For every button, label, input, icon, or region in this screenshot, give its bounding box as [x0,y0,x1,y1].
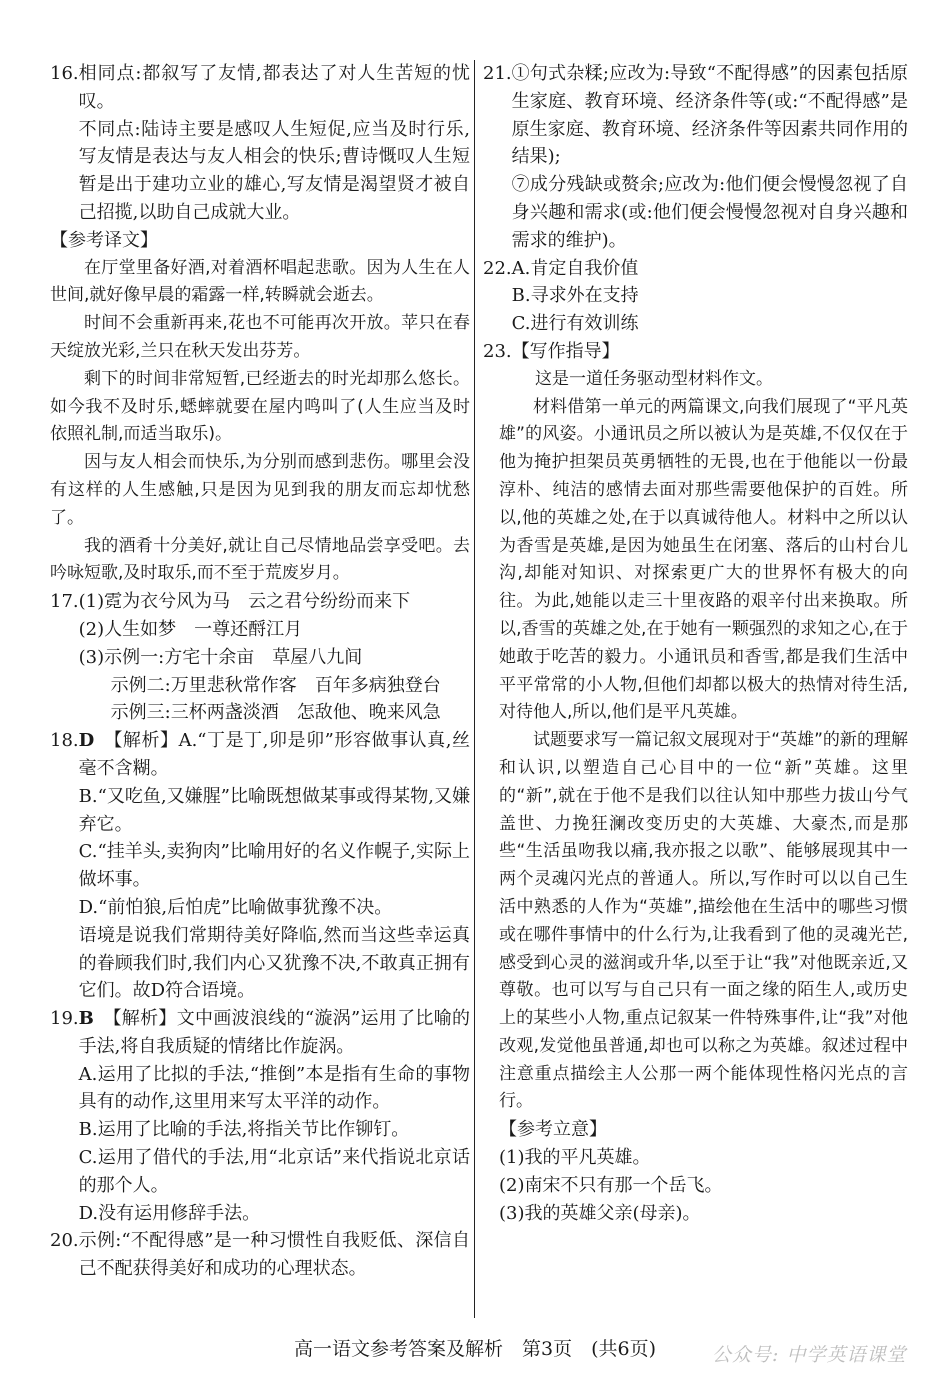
answer-option: C.进行有效训练 [511,313,639,335]
analysis-option: B.“又吃鱼,又嫌腥”比喻既想做某事或得某物,又嫌弃它。 [78,785,470,835]
question-23 [483,338,908,366]
question-number: 20. [50,1230,79,1252]
analysis-option: B.运用了比喻的手法,将指关节比作铆钉。 [78,1119,410,1141]
question-20 [50,1227,470,1283]
writing-guide-paragraph: 材料借第一单元的两篇课文,向我们展现了“平凡英雄”的风姿。小通讯员之所以被认为是英雄,不仅仅在于他为掩护担架员英勇牺牲的无畏,也在于他能以一份最淳朴、纯洁的感情去面对那些需要他保护的百姓。所以,他的英雄之处,在于以真诚待他人。材料中之所以认为香雪是英雄,是因为她虽生在闭塞、落后的山村台儿沟,却能对知识、对探索更广大的世界怀有极大的向往。为此,她能以走三十里夜路的艰辛付出来换取。所以,香雪的英雄之处,在于她有一颗强烈的求知之心,在于她敢于吃苦的毅力。小通讯员和香雪,都是我们生活中平平常常的小人物,但他们却都以极大的热情对待生活,对待他人,所以,他们是平凡英雄。 [499,396,908,723]
answer-text: ⑦成分残缺或赘余;应改为:他们便会慢慢忽视了自身兴趣和需求(或:他们便会慢慢忽视对自身兴趣和需求的维护)。 [511,174,908,251]
analysis-text: 文中画波浪线的“漩涡”运用了比喻的手法,将自我质疑的情绪比作旋涡。 [78,1008,471,1057]
answer-option: A.肯定自我价值 [511,257,639,279]
reference-idea: (2)南宋不只有那一个岳飞。 [499,1174,723,1196]
page-footer: 高一语文参考答案及解析 第3页 (共6页) [293,1338,656,1360]
question-number: 23. [483,340,512,362]
question-22 [483,255,908,338]
writing-guide-title: 【写作指导】 [511,340,620,362]
question-number: 19. [50,1008,79,1030]
analysis-tag: 【解析】 [113,730,179,752]
analysis-text: A.“丁是丁,卯是卯”形容做事认真,丝毫不含糊。 [78,730,470,779]
answer-same-points: 相同点:都叙写了友情,都表达了对人生苦短的忧叹。 [78,63,470,112]
reference-translation-title: 【参考译文】 [50,229,158,251]
analysis-context: 语境是说我们常期待美好降临,然而当这些幸运真的眷顾我们时,我们内心又犹豫不决,不敢真正拥有它们。故D符合语境。 [78,924,470,1002]
answer-text: ①句式杂糅;应改为:导致“不配得感”的因素包括原生家庭、教育环境、经济条件等(或:“不配得感”是原生家庭、教育环境、经济条件等因素共同作用的结果); [511,63,908,168]
analysis-option: D.“前怕狼,后怕虎”比喻做事犹豫不决。 [78,896,393,918]
writing-guide-paragraph: 试题要求写一篇记叙文展现对于“英雄”的新的理解和认识,以塑造自己心目中的一位“新”英雄。这里的“新”,就在于他不是我们以往认知中那些力拔山兮气盖世、力挽狂澜改变历史的大英雄、大豪杰,而是那些“生活虽吻我以痛,我亦报之以歌”、能够展现其中一两个灵魂闪光点的普通人。所以,写作时可以以自己生活中熟悉的人作为“英雄”,描绘他在生活中的哪些习惯或在哪件事情中的什么行为,让我看到了他的灵魂光芒,感受到心灵的滋润或升华,以至于让“我”对他既亲近,又尊敬。也可以写与自己只有一面之缘的陌生人,或历史上的某些小人物,重点记叙某一件特殊事件,让“我”对他改观,发觉他虽普通,却也可以称之为英雄。叙述过程中注意重点描绘主人公那一两个能体现性格闪光点的言行。 [499,730,908,1112]
question-19 [50,1005,470,1227]
question-17 [50,588,470,727]
translation-paragraph: 我的酒肴十分美好,就让自己尽情地品尝享受吧。去吟咏短歌,及时取乐,而不至于荒废岁月。 [50,535,470,584]
writing-guide-paragraph: 这是一道任务驱动型材料作文。 [535,368,773,389]
answer-line: 示例二:万里悲秋常作客 百年多病独登台 [110,674,441,696]
watermark: 公众号: 中学英语课堂 [712,1344,907,1366]
question-16 [50,60,470,227]
answer-line: 示例三:三杯两盏淡酒 怎敌他、晚来风急 [110,702,441,724]
question-21 [483,60,908,255]
answer-different-points: 不同点:陆诗主要是感叹人生短促,应当及时行乐,写友情是表达与友人相会的快乐;曹诗慨叹人生短暂是出于建功立业的雄心,写友情是渴望贤才被自己招揽,以助自己成就大业。 [78,118,470,223]
question-number: 21. [483,63,512,84]
analysis-tag: 【解析】 [112,1008,177,1030]
answer-letter: D [78,730,95,752]
translation-paragraph: 因与友人相会而快乐,为分别而感到悲伤。哪里会没有这样的人生感触,只是因为见到我的朋友而忘却忧愁了。 [50,452,470,528]
question-number: 22. [483,257,512,279]
right-column [483,60,908,1227]
answer-letter: B [78,1008,94,1030]
answer-line: (1)霓为衣兮风为马 云之君兮纷纷而来下 [78,591,411,613]
analysis-option: D.没有运用修辞手法。 [78,1202,261,1224]
analysis-option: C.运用了借代的手法,用“北京话”来代指说北京话的那个人。 [78,1147,470,1196]
translation-paragraph: 在厅堂里备好酒,对着酒杯唱起悲歌。因为人生在人世间,就好像早晨的霜露一样,转瞬就会逝去。 [50,257,470,306]
reference-idea: (3)我的英雄父亲(母亲)。 [499,1202,701,1224]
translation-paragraph: 剩下的时间非常短暂,已经逝去的时光却那么悠长。如今我不及时乐,蟋蟀就要在屋内鸣叫了(人生应当及时依照礼制,而适当取乐)。 [50,368,470,445]
answer-option: B.寻求外在支持 [511,285,639,307]
reference-idea: (1)我的平凡英雄。 [499,1147,651,1169]
column-divider [474,60,475,1318]
left-column [50,60,470,1283]
analysis-option: C.“挂羊头,卖狗肉”比喻用好的名义作幌子,实际上做坏事。 [78,841,470,891]
translation-paragraph: 时间不会重新再来,花也不可能再次开放。苹只在春天绽放光彩,兰只在秋天发出芬芳。 [50,313,470,361]
question-number: 16. [50,63,79,84]
analysis-option: A.运用了比拟的手法,“推倒”本是指有生命的事物具有的动作,这里用来写太平洋的动作。 [78,1063,470,1113]
answer-line: (2)人生如梦 一尊还酹江月 [78,618,303,640]
question-number: 17. [50,591,79,613]
reference-idea-title: 【参考立意】 [499,1119,607,1141]
answer-line: (3)示例一:方宅十余亩 草屋八九间 [78,646,363,668]
question-18 [50,727,470,1005]
answer-text: 示例:“不配得感”是一种习惯性自我贬低、深信自己不配获得美好和成功的心理状态。 [78,1230,470,1280]
question-number: 18. [50,730,79,752]
